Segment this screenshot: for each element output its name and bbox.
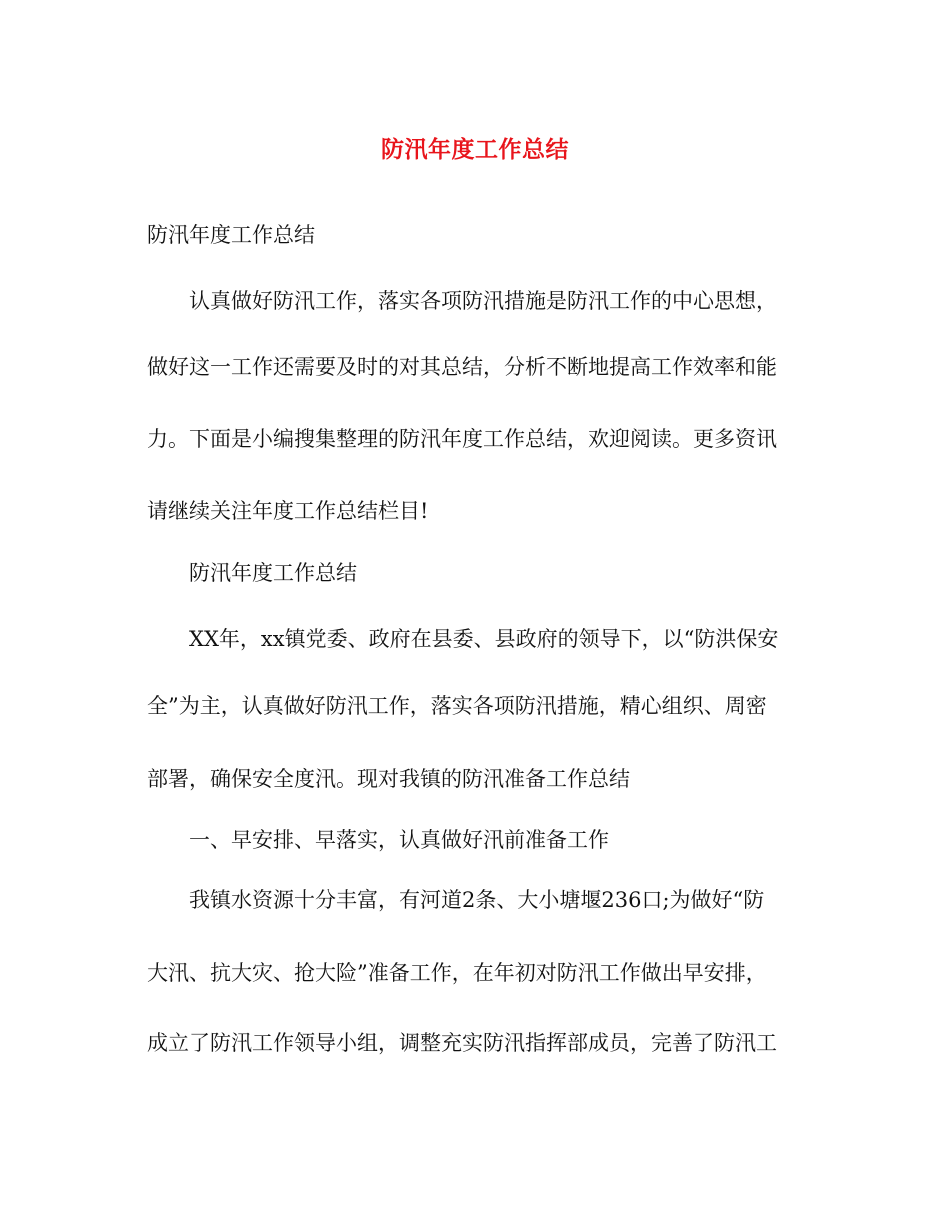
paragraph-line: 部署，确保安全度汛。现对我镇的防汛准备工作总结 xyxy=(147,767,630,791)
paragraph-line: 大汛、抗大灾、抢大险”准备工作，在年初对防汛工作做出早安排， xyxy=(147,961,767,985)
section-heading: 防汛年度工作总结 xyxy=(189,561,357,585)
section-heading: 一、早安排、早落实，认真做好汛前准备工作 xyxy=(189,828,609,852)
paragraph-line: XX年，xx镇党委、政府在县委、县政府的领导下，以“防洪保安 xyxy=(189,627,779,651)
paragraph-line: 成立了防汛工作领导小组，调整充实防汛指挥部成员，完善了防汛工 xyxy=(147,1031,777,1055)
paragraph-line: 我镇水资源十分丰富，有河道2条、大小塘堰236口;为做好“防 xyxy=(189,888,765,912)
document-title: 防汛年度工作总结 xyxy=(381,136,569,163)
paragraph-line: 认真做好防汛工作，落实各项防汛措施是防汛工作的中心思想， xyxy=(189,289,777,313)
paragraph-line: 请继续关注年度工作总结栏目! xyxy=(147,499,429,523)
paragraph-line: 全”为主，认真做好防汛工作，落实各项防汛措施，精心组织、周密 xyxy=(147,694,767,718)
subtitle-line: 防汛年度工作总结 xyxy=(147,223,315,247)
paragraph-line: 力。下面是小编搜集整理的防汛年度工作总结，欢迎阅读。更多资讯 xyxy=(147,427,777,451)
paragraph-line: 做好这一工作还需要及时的对其总结，分析不断地提高工作效率和能 xyxy=(147,355,777,379)
